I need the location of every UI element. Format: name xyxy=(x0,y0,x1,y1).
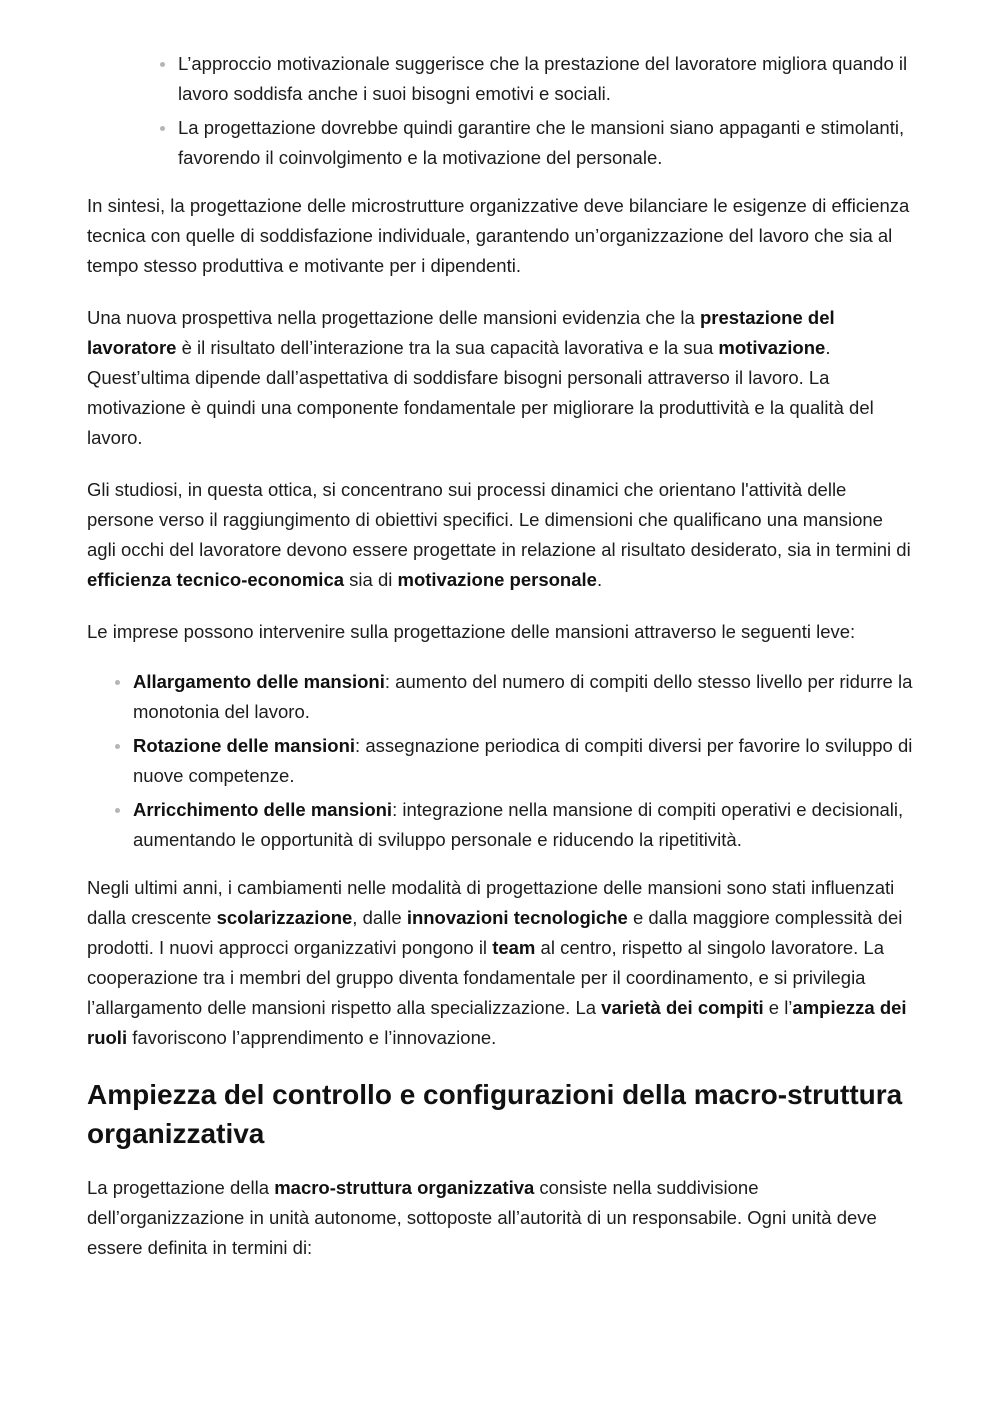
motivational-bullet-list xyxy=(87,49,915,173)
list-item: L’approccio motivazionale suggerisce che la prestazione del lavoratore migliora quando il lavoro soddisfa anche i suoi bisogni emotivi e sociali. xyxy=(178,49,915,109)
bold-term: ampiezza dei ruoli xyxy=(87,997,907,1048)
paragraph-studiosi: Gli studiosi, in questa ottica, si concentrano sui processi dinamici che orientano l'attività delle persone verso il raggiungimento di obiettivi specifici. Le dimensioni che qualificano una mansione agli occhi del lavoratore devono essere progettate in relazione al risultato desiderato, sia in termini di efficienza tecnico-economica sia di motivazione personale. xyxy=(87,479,911,590)
paragraph-prospettiva: Una nuova prospettiva nella progettazione delle mansioni evidenzia che la prestazione del lavoratore è il risultato dell’interazione tra la sua capacità lavorativa e la sua motivazione. Quest’ultima dipende dall’aspettativa di soddisfare bisogni personali attraverso il lavoro. La motivazione è quindi una componente fondamentale per migliorare la produttività e la qualità del lavoro. xyxy=(87,307,874,448)
bold-term: team xyxy=(492,937,536,958)
list-item: Arricchimento delle mansioni: integrazione nella mansione di compiti operativi e decisionali, aumentando le opportunità di sviluppo personale e riducendo la ripetitività. xyxy=(133,795,915,855)
list-item: La progettazione dovrebbe quindi garantire che le mansioni siano appaganti e stimolanti, favorendo il coinvolgimento e la motivazione del personale. xyxy=(178,113,915,173)
bold-term: Rotazione delle mansioni xyxy=(133,735,356,756)
bold-term: varietà dei compiti xyxy=(601,997,764,1018)
levers-bullet-list xyxy=(87,667,915,855)
list-item: Allargamento delle mansioni: aumento del numero di compiti dello stesso livello per ridurre la monotonia del lavoro. xyxy=(133,667,915,727)
paragraph-sintesi: In sintesi, la progettazione delle microstrutture organizzative deve bilanciare le esigenze di efficienza tecnica con quelle di soddisfazione individuale, garantendo un’organizzazione del lavoro che sia al tempo stesso produttiva e motivante per i dipendenti. xyxy=(87,195,910,276)
document-page xyxy=(87,49,915,1285)
paragraph-ultimi-anni: Negli ultimi anni, i cambiamenti nelle modalità di progettazione delle mansioni sono stati influenzati dalla crescente scolarizzazione, dalle innovazioni tecnologiche e dalla maggiore complessità dei prodotti. I nuovi approcci organizzativi pongono il team al centro, rispetto al singolo lavoratore. La cooperazione tra i membri del gruppo diventa fondamentale per il coordinamento, e si privilegia l’allargamento delle mansioni rispetto alla specializzazione. La varietà dei compiti e l’ampiezza dei ruoli favoriscono l’apprendimento e l’innovazione. xyxy=(87,877,907,1048)
bold-term: motivazione xyxy=(718,337,826,358)
bold-term: innovazioni tecnologiche xyxy=(406,907,628,928)
bold-term: motivazione personale xyxy=(397,569,597,590)
list-item: Rotazione delle mansioni: assegnazione periodica di compiti diversi per favorire lo sviluppo di nuove competenze. xyxy=(133,731,915,791)
bold-term: Arricchimento delle mansioni xyxy=(133,799,393,820)
bold-term: Allargamento delle mansioni xyxy=(133,671,385,692)
bold-term: scolarizzazione xyxy=(216,907,353,928)
paragraph-macro-struttura: La progettazione della macro-struttura organizzativa consiste nella suddivisione dell’organizzazione in unità autonome, sottoposte all’autorità di un responsabile. Ogni unità deve essere definita in termini di: xyxy=(87,1177,877,1258)
section-heading: Ampiezza del controllo e configurazioni della macro-struttura organizzativa xyxy=(87,1079,903,1149)
paragraph-leve: Le imprese possono intervenire sulla progettazione delle mansioni attraverso le seguenti leve: xyxy=(87,621,856,642)
bold-term: macro-struttura organizzativa xyxy=(274,1177,535,1198)
bold-term: efficienza tecnico-economica xyxy=(87,569,345,590)
bold-term: prestazione del lavoratore xyxy=(87,307,835,358)
